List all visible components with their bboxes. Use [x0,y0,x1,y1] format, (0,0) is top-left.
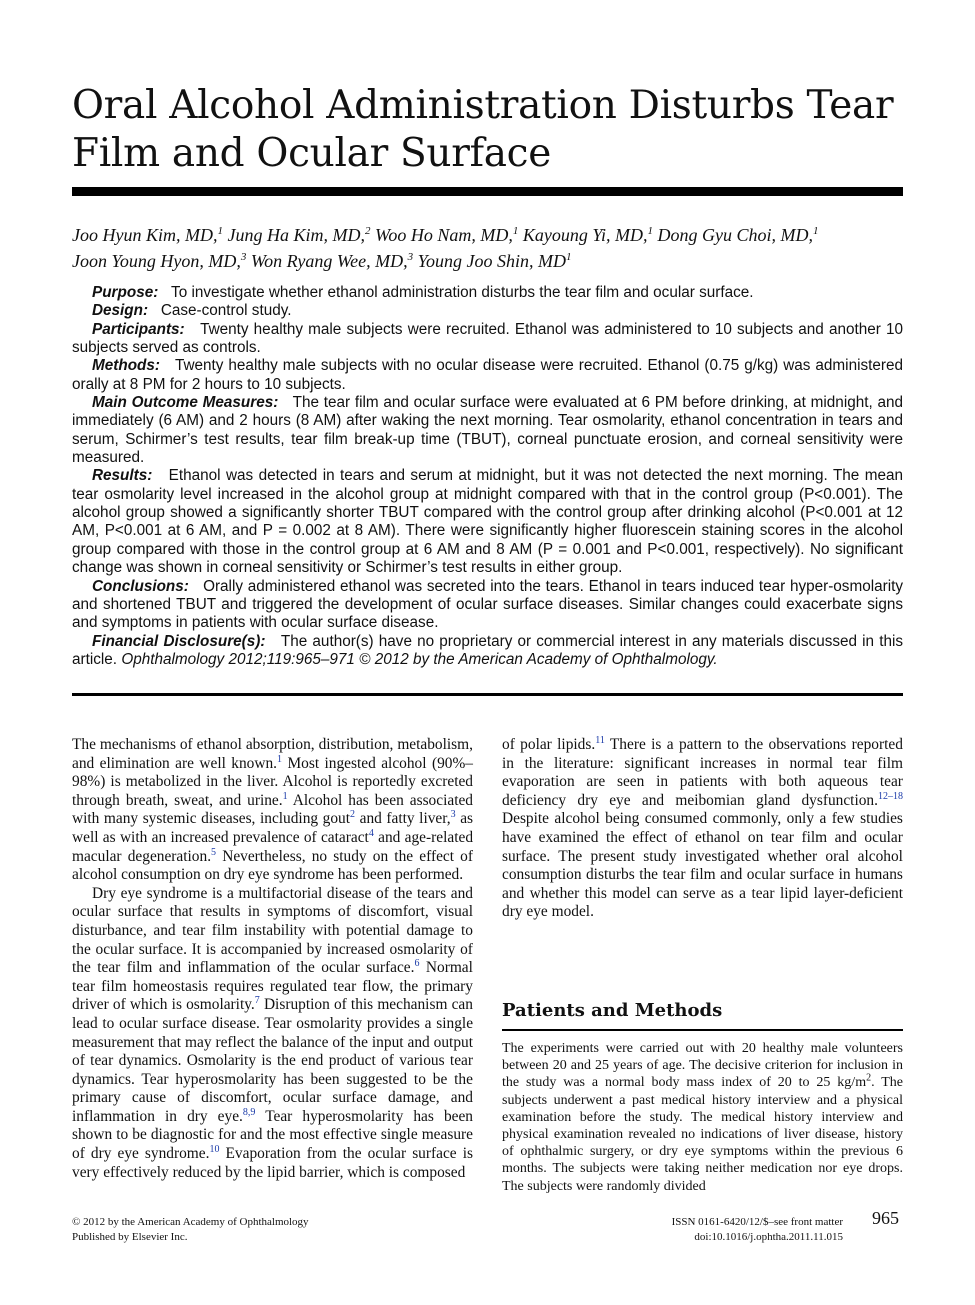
affiliation-marker: 3 [240,251,247,263]
abstract-label: Financial Disclosure(s): [92,632,266,650]
superscript: 2 [866,1072,872,1084]
author-list [72,220,903,272]
reference-marker[interactable]: 10 [209,1143,220,1155]
body-paragraph: Dry eye syndrome is a multifactorial disease of the tears and ocular surface that results in symptoms of discomfort, visual disturbance, and tear film instability with potential damage to the ocular surface. It is accompanied by increased osmolarity of the tear film and inflammation of the ocular surface.$^6$ Normal tear film homeostasis requires regulated tear flow, the primary driver of which is osmolarity.$^7$ Disruption of this mechanism can lead to ocular surface disease. Tear osmolarity provides a single measurement that may reflect the balance of the input and output of tear dynamics. Osmolarity is the end product of various tear dynamics. Tear hyperosmolarity has been suggested to be the primary cause of discomfort, ocular surface damage, and inflammation in dry eye.$^{8,9}$ Tear hyperosmolarity has been shown to be diagnostic for and the most effective single measure of dry eye syndrome.$^{10}$ Evaporation from the ocular surface is very effectively reduced by the lipid barrier, which is composed [72,884,474,1181]
abstract-design [72,302,903,320]
body-column-left [72,736,473,1182]
abstract-label: Design: [92,302,149,320]
reference-marker[interactable]: 12–18 [877,790,903,802]
abstract-outcomes [72,394,903,467]
abstract-text: Twenty healthy male subjects with no ocular disease were recruited. Ethanol (0.75 g/kg) was administered orally at 8 PM for 2 hours to 10 subjects. [72,357,903,393]
affiliation-marker: 1 [813,225,819,237]
abstract-text: The tear film and ocular surface were evaluated at 6 PM before drinking, at midnight, and immediately (6 AM) and 2 hours (8 AM) after waking the next morning. Tear osmolarity, ethanol concentration in tears and serum, Schirmer’s test results, tear film break-up time (TBUT), corneal punctuate erosion, and corneal sensitivity were measured. [72,394,904,467]
affiliation-marker: 2 [364,225,371,237]
section-heading: Patients and Methods [502,1000,723,1021]
author-name: Joon Young Hyon, MD, [72,251,241,271]
abstract-purpose [72,284,903,302]
footer-left [72,1215,309,1245]
reference-marker[interactable]: 3 [450,809,456,821]
abstract-label: Results: [92,467,153,485]
author-name: Dong Gyu Choi, MD, [657,225,813,245]
abstract [72,284,903,669]
reference-marker[interactable]: 1 [277,753,283,765]
copyright: © 2012 by the American Academy of Ophthalmology [72,1216,309,1228]
reference-marker[interactable]: 11 [595,734,605,746]
section-rule [502,1029,903,1031]
footer-right [600,1215,843,1245]
issn: ISSN 0161-6420/12/$–see front matter [671,1216,843,1228]
methods-paragraph [502,1040,903,1195]
affiliation-marker: 1 [647,225,653,237]
abstract-text: To investigate whether ethanol administration disturbs the tear film and ocular surface. [171,284,754,301]
reference-marker[interactable]: 4 [368,827,374,839]
abstract-label: Purpose: [92,284,159,301]
title-rule [72,187,903,196]
body-paragraph: The mechanisms of ethanol absorption, distribution, metabolism, and elimination are well known.$^1$ Most ingested alcohol (90%–98%) is metabolized in the liver. Alcohol is reportedly excreted through breath, sweat, and urine.$^1$ Alcohol has been associated with many systemic diseases, including gout$^2$ and fatty liver,$^3$ as well as with an increased prevalence of cataract$^4$ and age-related macular degeneration.$^5$ Nevertheless, no study on the effect of alcohol consumption on dry eye syndrome has been performed. [72,736,474,884]
affiliation-marker: 1 [512,225,519,237]
methods-text: The experiments were carried out with 20 healthy male volunteers between 20 and 25 years of age. The decisive criterion for inclusion in the study was a normal body mass index of 20 to 25 kg/m [502,1041,903,1091]
reference-marker[interactable]: 2 [350,809,356,821]
publisher: Published by Elsevier Inc. [72,1231,188,1243]
reference-marker[interactable]: 1 [282,790,288,802]
affiliation-marker: 3 [407,251,414,263]
reference-marker[interactable]: 8,9 [242,1106,256,1118]
author-name: Young Joo Shin, MD [417,251,567,271]
author-name: Joo Hyun Kim, MD, [72,225,218,245]
author-name: Jung Ha Kim, MD, [227,225,365,245]
reference-marker[interactable]: 5 [211,846,217,858]
abstract-text: Case-control study. [160,302,292,320]
abstract-methods [72,357,903,394]
abstract-label: Methods: [92,357,160,375]
author-name: Won Ryang Wee, MD, [250,251,408,271]
abstract-disclosure [72,633,903,670]
abstract-label: Participants: [92,320,185,338]
abstract-text: Twenty healthy male subjects were recruited. Ethanol was administered to 10 subjects and another 10 subjects served as controls. [72,320,903,357]
abstract-participants [72,321,903,358]
author-name: Kayoung Yi, MD, [522,225,648,245]
abstract-text: Orally administered ethanol was secreted into the tears. Ethanol in tears induced tear hyper-osmolarity and shortened TBUT and triggered the development of ocular surface diseases. Similar changes could exacerbate signs and symptoms in patients with ocular surface disease. [72,577,904,632]
reference-marker[interactable]: 7 [254,995,260,1007]
journal-citation: Ophthalmology 2012;119:965–971 © 2012 by the American Academy of Ophthalmology. [121,650,718,668]
article-title: Oral Alcohol Administration Disturbs Tear Film and Ocular Surface [72,83,894,176]
abstract-results [72,467,903,577]
abstract-rule [72,693,903,696]
methods-text: . The subjects underwent a past medical history interview and a physical examination before the study. The medical history interview and physical examination revealed no indications of liver disease, history of ophthalmic surgery, or dry eye symptoms within the previous 6 months. The subjects were taking neither medication nor eye drops. The subjects were randomly divided [502,1075,903,1194]
author-name: Woo Ho Nam, MD, [374,225,513,245]
affiliation-marker: 1 [566,251,572,263]
abstract-text: Ethanol was detected in tears and serum at midnight, but it was not detected the next morning. The mean tear osmolarity level increased in the alcohol group at midnight compared with that in the control group (P<0.001). The alcohol group showed a significantly shorter TBUT compared with the control group after drinking alcohol (P<0.001 at 12 AM, P<0.001 at 6 AM, and P = 0.002 at 8 AM). There were significantly higher fluorescein staining scores in the alcohol group compared with those in the control group at 6 AM and 8 AM (P = 0.001 and P<0.001, respectively). No significant change was shown in corneal sensitivity or Schirmer’s test results in either group. [72,467,904,577]
page-number: 965 [872,1208,899,1228]
doi: doi:10.1016/j.ophtha.2011.11.015 [694,1231,843,1243]
abstract-conclusions [72,578,903,633]
abstract-label: Main Outcome Measures: [92,394,279,412]
abstract-text: The author(s) have no proprietary or commercial interest in any materials discussed in this article. [72,632,904,668]
body-paragraph-continued: of polar lipids.$^{11}$ There is a pattern to the observations reported in the literature: significant increases in normal tear film evaporation are seen in patients with both aqueous tear deficiency dry eye and meibomian gland dysfunction.$^{12-18}$ Despite alcohol being consumed commonly, only a few studies have examined the effect of ethanol on tear film and ocular surface. The present study investigated whether oral alcohol consumption disturbs the tear film and ocular surface in humans and whether this model can serve as a tear lipid layer-deficient dry eye model. [502,734,903,921]
reference-marker[interactable]: 6 [414,958,420,969]
body-column-right [502,736,903,922]
affiliation-marker: 1 [217,225,223,237]
abstract-label: Conclusions: [92,577,189,595]
